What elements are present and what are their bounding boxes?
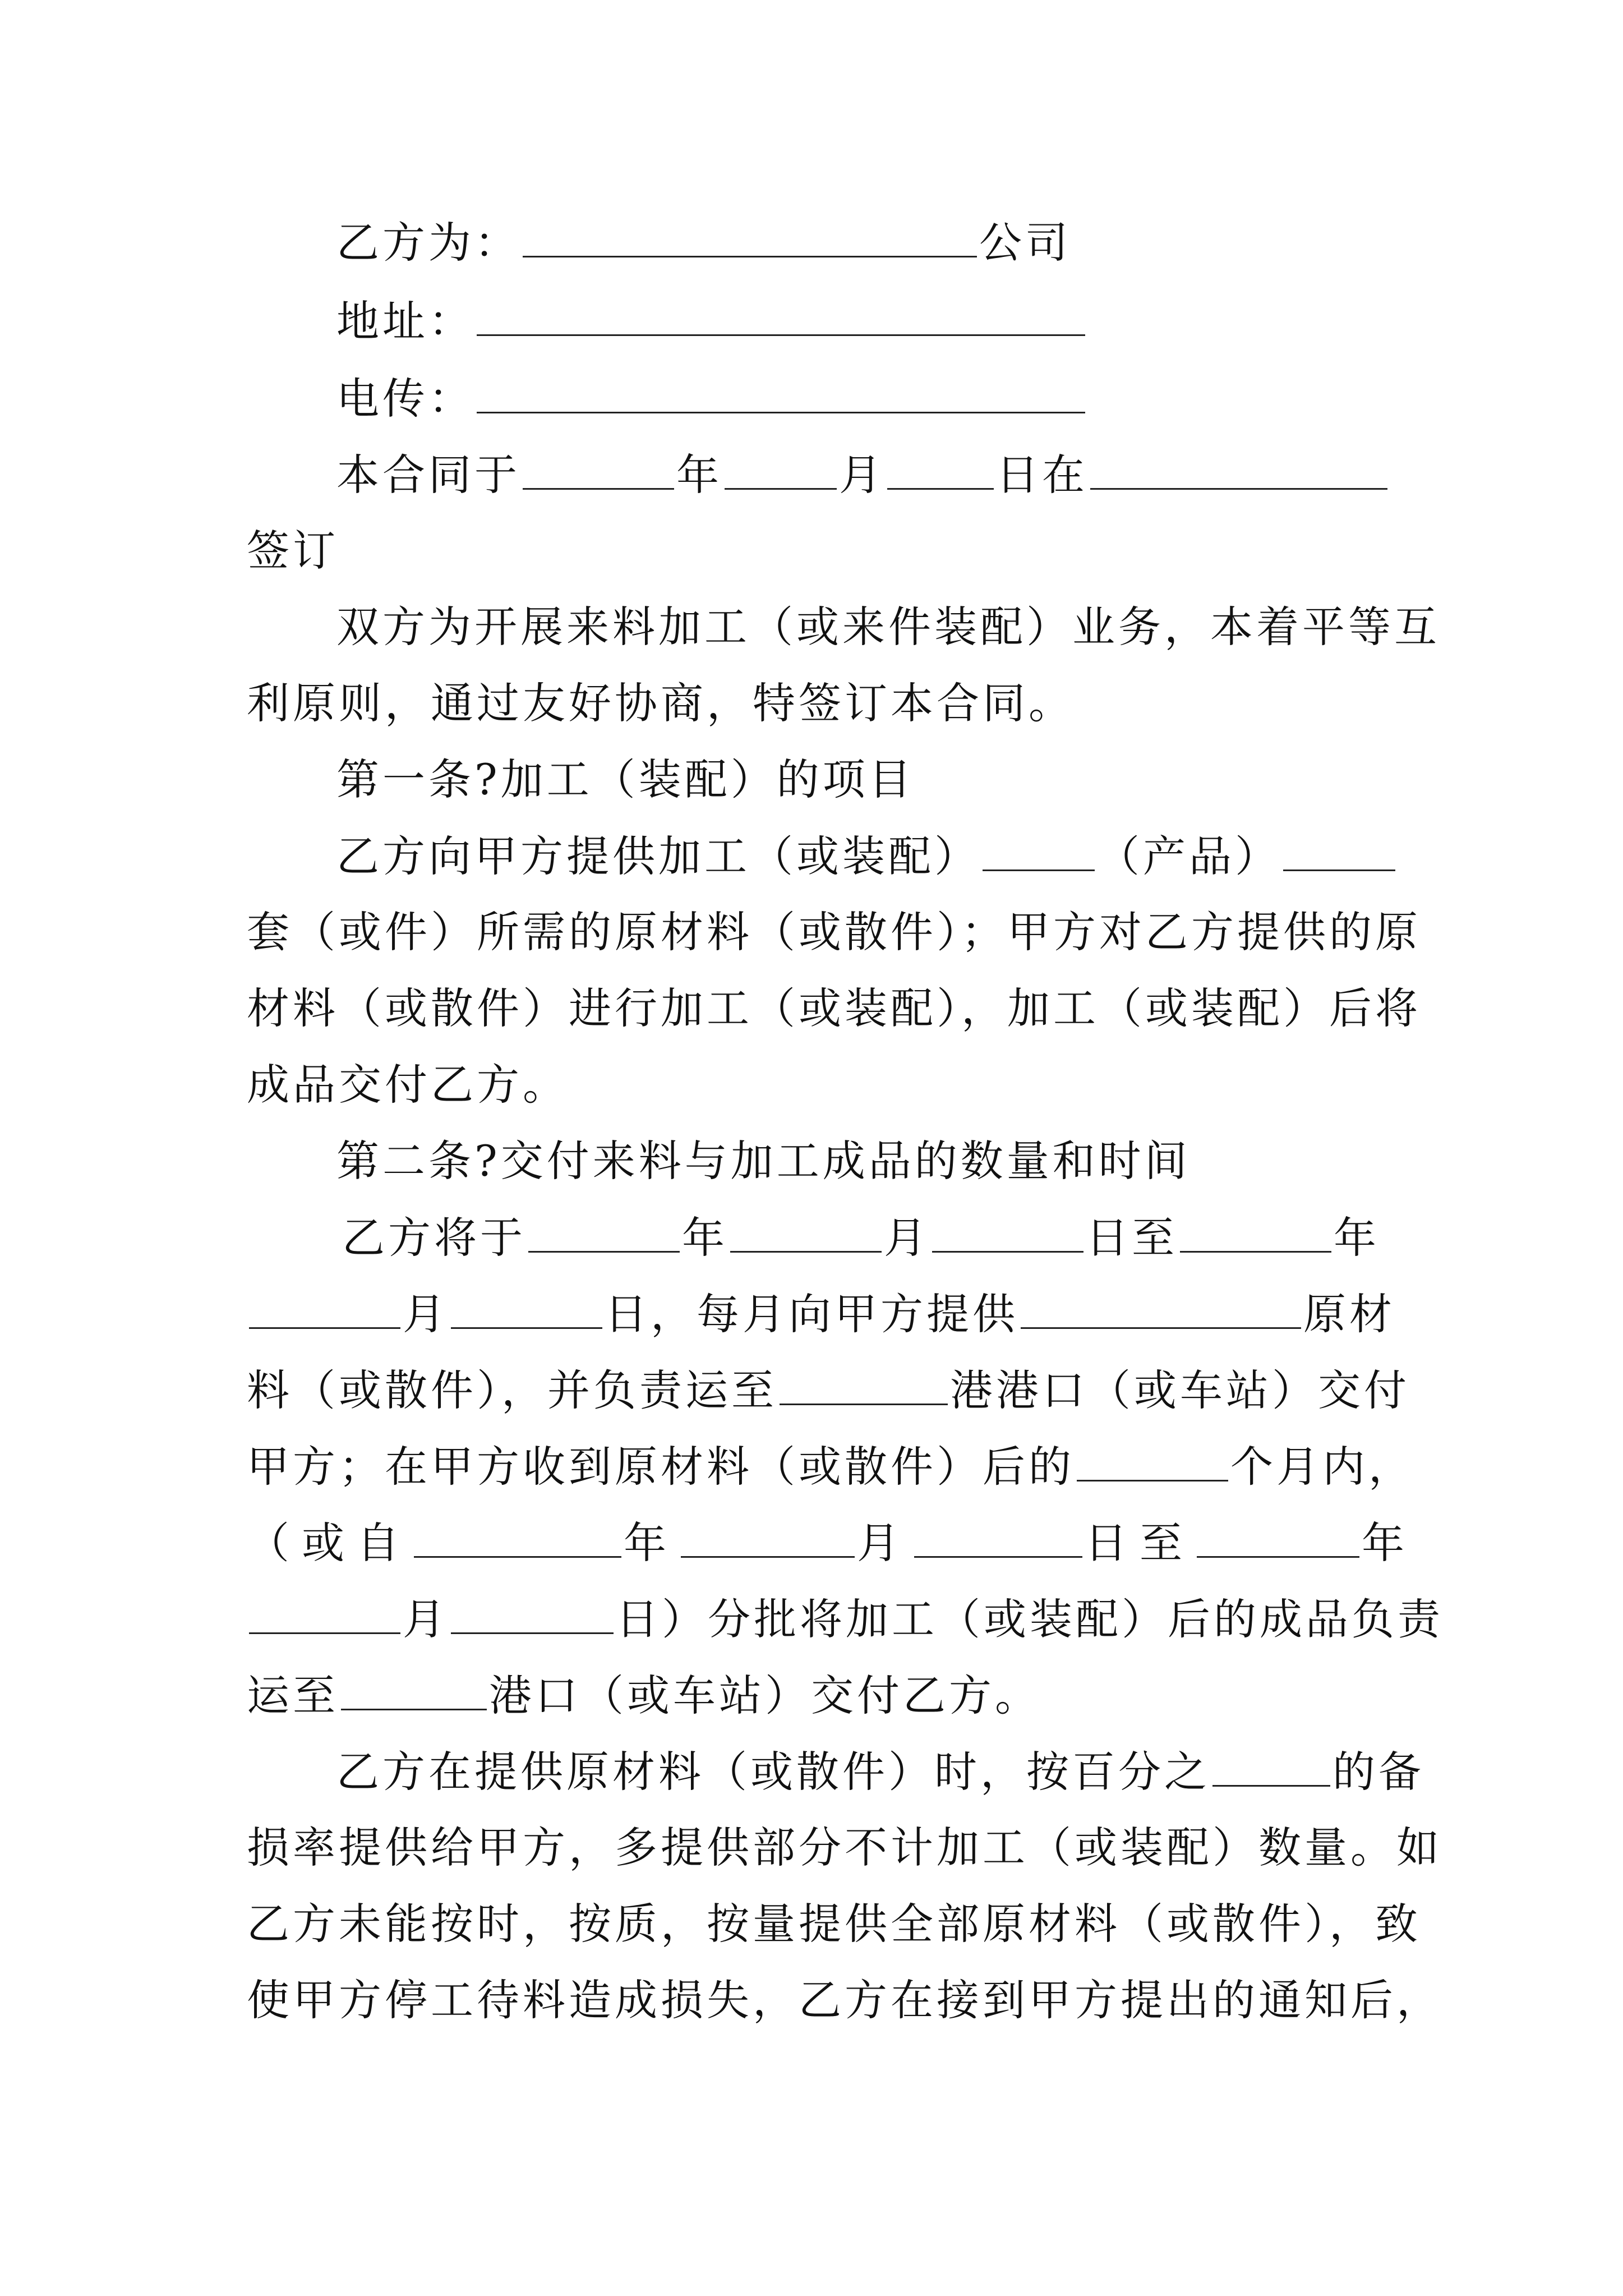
month-label: 月 (839, 450, 885, 500)
delivery-port-blank (780, 1362, 948, 1405)
preamble-text-1: 双方为开展来料加工（或来件装配）业务，本着平等互 (336, 602, 1440, 652)
signing-year-blank (523, 447, 674, 490)
spare-rate-blank (1212, 1743, 1330, 1787)
article-1-title: 第一条?加工（装配）的项目 (336, 754, 915, 804)
article-2-text-f: 个月内， (1230, 1442, 1414, 1492)
article-1-line-1 (336, 828, 1398, 885)
article-2-line-2 (247, 1286, 1395, 1342)
month-label: 月 (403, 1289, 449, 1339)
year-label: 年 (1362, 1518, 1417, 1568)
preamble-text-2: 利原则，通过友好协商，特签订本合同。 (247, 678, 1075, 728)
article-1-text-b: 套（或件）所需的原材料（或散件）；甲方对乙方提供的原 (247, 907, 1421, 957)
article-2-text-n: 乙方未能按时，按质，按量提供全部原材料（或散件），致 (247, 1899, 1421, 1949)
end-day-blank (451, 1286, 602, 1329)
article-2-text-e: 甲方；在甲方收到原材料（或散件）后的 (247, 1442, 1075, 1492)
party-b-label: 乙方为： (336, 218, 520, 268)
article-2-text-d: 港港口（或车站）交付 (950, 1365, 1410, 1415)
article-2-text-l: 的备 (1332, 1747, 1424, 1797)
article-2-line-6 (247, 1591, 1444, 1648)
article-2-line-4 (247, 1438, 1414, 1495)
article-2-heading (336, 1133, 1191, 1189)
article-2-line-1 (342, 1209, 1380, 1266)
article-2-text-a: 乙方将于 (342, 1213, 526, 1263)
end-year-blank (1180, 1209, 1331, 1253)
article-1-line-2 (247, 904, 1421, 960)
article-2-line-3 (247, 1362, 1410, 1419)
product-name-blank (983, 828, 1095, 871)
start-month-blank (730, 1209, 882, 1253)
day-to-label: 日至 (1085, 1518, 1195, 1568)
product-quantity-blank (1283, 828, 1395, 871)
return-port-blank (341, 1667, 487, 1710)
batch-start-month-blank (681, 1515, 855, 1558)
article-2-text-o: 使甲方停工待料造成损失，乙方在接到甲方提出的通知后， (247, 1975, 1442, 2025)
party-b-name-blank (523, 214, 977, 257)
article-2-line-8 (336, 1743, 1424, 1800)
article-2-text-i: 运至 (247, 1671, 339, 1720)
article-2-text-g: （或自 (247, 1518, 412, 1568)
year-label: 年 (682, 1213, 728, 1263)
article-2-line-5 (247, 1515, 1417, 1571)
monthly-material-blank (1021, 1286, 1301, 1329)
start-year-blank (528, 1209, 680, 1253)
address-line (336, 293, 1087, 349)
months-blank (1077, 1438, 1228, 1481)
signing-place-blank (1090, 447, 1387, 490)
month-label: 月 (857, 1518, 912, 1568)
year-label: 年 (676, 450, 722, 500)
article-1-text-a: 乙方向甲方提供加工（或装配） (336, 831, 980, 881)
signing-date-line (336, 447, 1390, 503)
month-label: 月 (403, 1594, 449, 1644)
month-label: 月 (884, 1213, 930, 1263)
product-label: （产品） (1097, 831, 1281, 881)
batch-end-day-blank (451, 1591, 614, 1634)
signing-text: 本合同于 (336, 450, 520, 500)
article-2-line-10 (247, 1896, 1421, 1952)
signing-month-blank (725, 447, 837, 490)
batch-start-day-blank (914, 1515, 1082, 1558)
article-2-title: 第二条?交付来料与加工成品的数量和时间 (336, 1136, 1191, 1186)
article-2-text-b: 日，每月向甲方提供 (605, 1289, 1018, 1339)
article-2-text-k: 乙方在提供原材料（或散件）时，按百分之 (336, 1747, 1210, 1797)
signing-line-cont (247, 523, 339, 579)
year-label: 年 (1334, 1213, 1380, 1263)
batch-start-year-blank (414, 1515, 621, 1558)
article-2-line-7 (247, 1667, 1041, 1724)
sign-text: 签订 (247, 526, 339, 576)
article-2-line-11 (247, 1972, 1442, 2028)
batch-end-year-blank (1197, 1515, 1359, 1558)
year-label: 年 (624, 1518, 679, 1568)
day-at-label: 日在 (996, 450, 1088, 500)
article-2-text-h: 日）分批将加工（或装配）后的成品负责 (616, 1594, 1444, 1644)
signing-day-blank (887, 447, 994, 490)
article-2-text-j: 港口（或车站）交付乙方。 (489, 1671, 1041, 1720)
telex-label: 电传： (336, 374, 474, 424)
end-month-blank (249, 1286, 400, 1329)
telex-blank (477, 370, 1085, 413)
start-day-blank (932, 1209, 1083, 1253)
telex-line (336, 370, 1087, 427)
company-suffix: 公司 (979, 218, 1071, 268)
article-2-line-9 (247, 1820, 1442, 1876)
party-b-name-line (336, 214, 1071, 271)
article-1-text-c: 材料（或散件）进行加工（或装配），加工（或装配）后将 (247, 983, 1421, 1033)
preamble-line-2 (247, 675, 1075, 731)
article-1-text-d: 成品交付乙方。 (247, 1060, 569, 1110)
article-1-line-3 (247, 981, 1421, 1037)
article-1-heading (336, 752, 915, 808)
article-2-text-c: 料（或散件），并负责运至 (247, 1365, 777, 1415)
batch-end-month-blank (249, 1591, 400, 1634)
day-to-label: 日至 (1086, 1213, 1178, 1263)
address-blank (477, 293, 1085, 336)
address-label: 地址： (336, 296, 474, 346)
article-1-line-4 (247, 1057, 569, 1113)
preamble-line-1 (336, 599, 1440, 655)
article-2-text-m: 损率提供给甲方，多提供部分不计加工（或装配）数量。如 (247, 1823, 1442, 1872)
raw-material-label: 原材 (1303, 1289, 1395, 1339)
